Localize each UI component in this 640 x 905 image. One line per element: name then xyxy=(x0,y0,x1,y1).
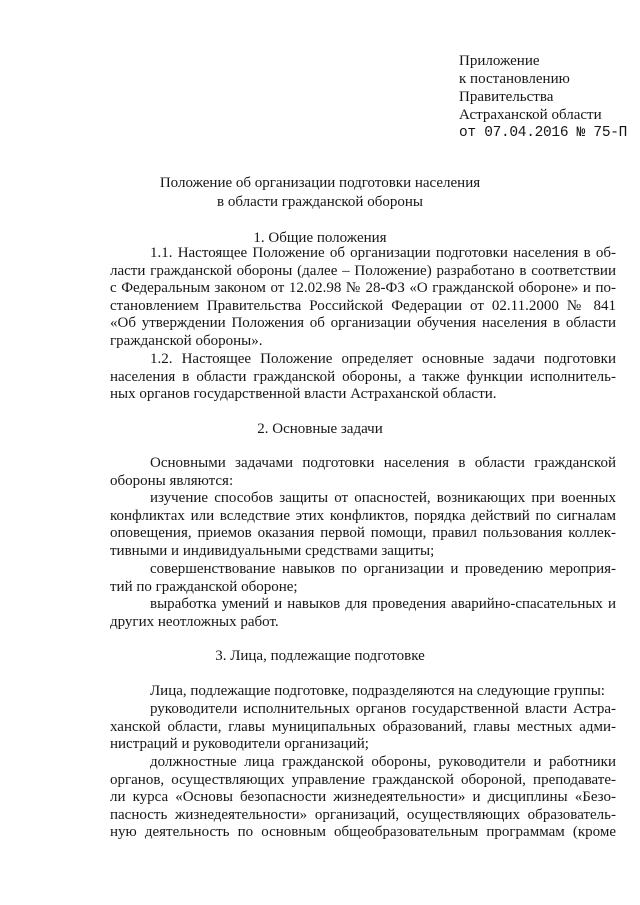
text-line: нистраций и руководители организаций; xyxy=(110,736,369,753)
text-line: населения в области гражданской обороны, а также функции исполнитель- xyxy=(110,368,616,385)
text-line: 1.1. Настоящее Положение об организации подготовки населения в об- xyxy=(150,245,616,261)
text-line: обороны являются: xyxy=(110,472,234,489)
appendix-line-2: к постановлению xyxy=(459,71,570,87)
text-line: ли курса «Основы безопасности жизнедеятельности» и дисциплины «Безо- xyxy=(110,789,616,806)
title-line-1: Положение об организации подготовки населения xyxy=(159,175,481,191)
text-line: органов, осуществляющих управление гражданской обороной, преподавате- xyxy=(110,771,616,788)
section-1-paragraph-1 xyxy=(110,245,616,351)
text-line: изучение способов защиты от опасностей, возникающих при военных xyxy=(150,490,616,506)
section-2-item-3 xyxy=(110,596,616,631)
appendix-line-1: Приложение xyxy=(459,53,540,69)
text-line: «Об утверждении Положения об организации обучения населения в области xyxy=(110,315,616,332)
text-line: конфликтах или вследствие этих конфликтов, порядка действий по сигналам xyxy=(110,507,616,524)
text-line: ласти гражданской обороны (далее – Положение) разработано в соответствии xyxy=(110,262,616,279)
section-2-heading: 2. Основные задачи xyxy=(257,421,383,437)
section-3-intro xyxy=(110,683,616,701)
text-line: выработка умений и навыков для проведения аварийно-спасательных и xyxy=(150,596,616,612)
text-line: должностные лица гражданской обороны, руководители и работники xyxy=(150,754,616,770)
text-line: гражданской обороны». xyxy=(110,332,263,349)
appendix-header xyxy=(459,52,629,142)
section-3-item-1 xyxy=(110,701,616,754)
text-line: совершенствование навыков по организации и проведению мероприя- xyxy=(150,561,616,577)
text-line: оповещения, приемов оказания первой помощи, правил пользования коллек- xyxy=(110,525,616,542)
text-line: руководители исполнительных органов государственной власти Астра- xyxy=(150,701,616,717)
text-line: тий по гражданской обороне; xyxy=(110,578,298,595)
section-2-item-1 xyxy=(110,490,616,560)
text-line: ную деятельность по основным общеобразовательным программам (кроме xyxy=(110,824,616,841)
text-line: Лица, подлежащие подготовке, подразделяются на следующие группы: xyxy=(150,683,605,699)
appendix-line-5: от 07.04.2016 № 75-П xyxy=(459,125,628,141)
section-1-heading: 1. Общие положения xyxy=(253,230,387,246)
text-line: становлением Правительства Российской Федерации от 02.11.2000 № 841 xyxy=(110,297,616,314)
text-line: пасность жизнедеятельности» организаций, осуществляющих образователь- xyxy=(110,806,616,823)
section-3-heading: 3. Лица, подлежащие подготовке xyxy=(215,648,425,664)
document-title xyxy=(110,174,530,212)
text-line: Основными задачами подготовки населения в области гражданской xyxy=(150,455,616,471)
appendix-line-4: Астраханской области xyxy=(459,107,602,123)
section-2-intro xyxy=(110,455,616,490)
text-line: 1.2. Настоящее Положение определяет основные задачи подготовки xyxy=(150,351,616,367)
text-line: тивными и индивидуальными средствами защиты; xyxy=(110,542,435,559)
text-line: с Федеральным законом от 12.02.98 № 28-ФЗ «О гражданской обороне» и по- xyxy=(110,280,616,297)
section-2-item-2 xyxy=(110,561,616,596)
text-line: ханской области, главы муниципальных образований, главы местных адми- xyxy=(110,718,616,735)
section-1-paragraph-2 xyxy=(110,351,616,404)
title-line-2: в области гражданской обороны xyxy=(217,194,423,210)
text-line: ных органов государственной власти Астраханской области. xyxy=(110,386,497,403)
appendix-line-3: Правительства xyxy=(459,89,554,105)
text-line: других неотложных работ. xyxy=(110,613,279,630)
section-3-item-2 xyxy=(110,754,616,842)
